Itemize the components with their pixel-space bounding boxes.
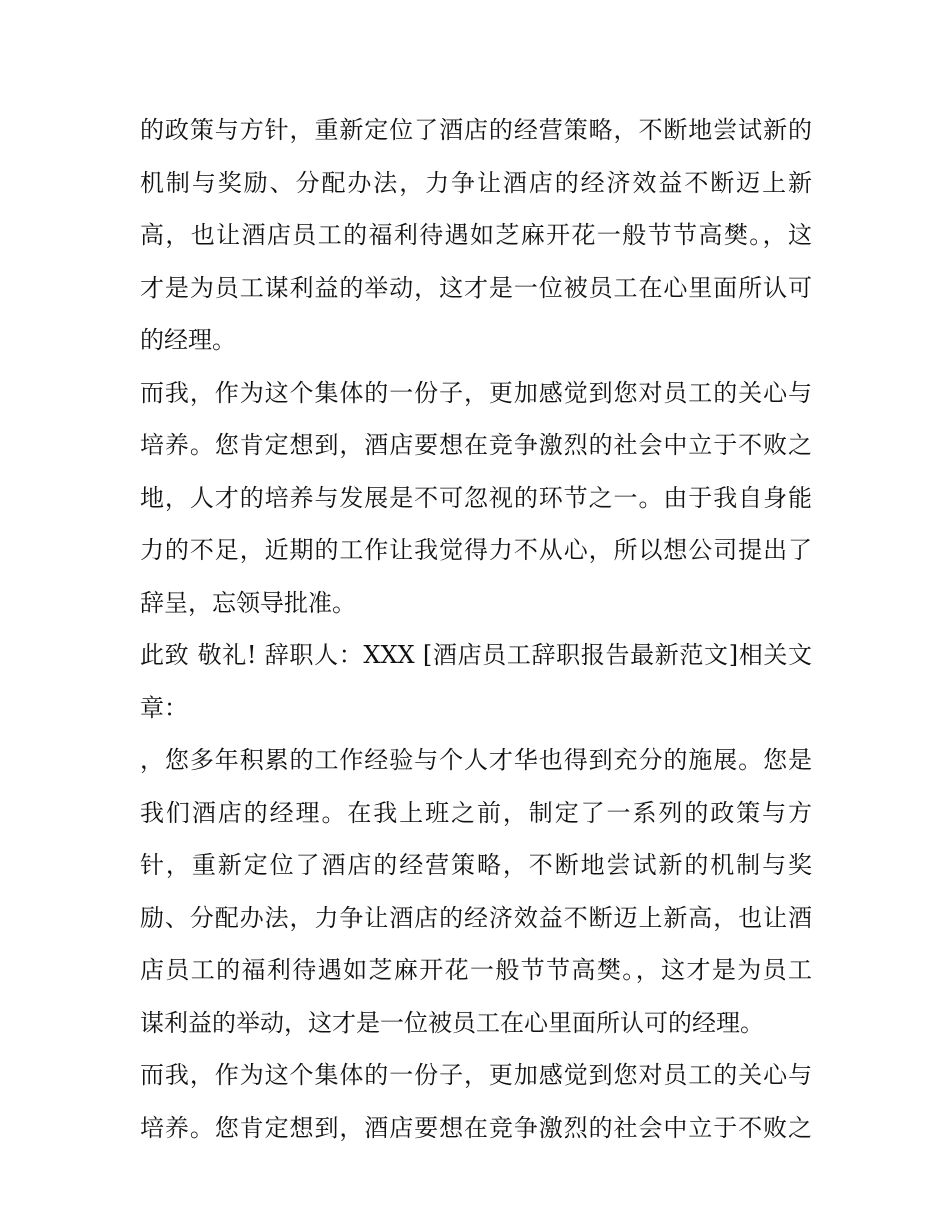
- text-line: 培养。您肯定想到，酒店要想在竞争激烈的社会中立于不败之: [140, 1113, 812, 1142]
- text-line: 励、分配办法，力争让酒店的经济效益不断迈上新高，也让酒: [140, 903, 812, 932]
- text-line: 才是为员工谋利益的举动，这才是一位被员工在心里面所认可: [140, 273, 812, 302]
- text-line: 的政策与方针，重新定位了酒店的经营策略，不断地尝试新的: [140, 116, 812, 144]
- text-line: 辞呈，忘领导批准。: [140, 588, 356, 617]
- text-line: 的经理。: [140, 326, 236, 354]
- text-line: 我们酒店的经理。在我上班之前，制定了一系列的政策与方: [140, 798, 812, 827]
- text-line: 培养。您肯定想到，酒店要想在竞争激烈的社会中立于不败之: [140, 431, 812, 459]
- text-line: ，您多年积累的工作经验与个人才华也得到充分的施展。您是: [140, 746, 812, 774]
- text-line: 而我，作为这个集体的一份子，更加感觉到您对员工的关心与: [140, 378, 812, 407]
- document-body: [140, 104, 812, 1154]
- text-line: 店员工的福利待遇如芝麻开花一般节节高樊。，这才是为员工: [140, 956, 812, 984]
- text-line: 谋利益的举动，这才是一位被员工在心里面所认可的经理。: [140, 1008, 764, 1037]
- text-line: 针，重新定位了酒店的经营策略，不断地尝试新的机制与奖: [140, 851, 812, 879]
- text-line: 力的不足，近期的工作让我觉得力不从心，所以想公司提出了: [140, 536, 812, 564]
- text-line: 而我，作为这个集体的一份子，更加感觉到您对员工的关心与: [140, 1061, 812, 1089]
- text-line: 高，也让酒店员工的福利待遇如芝麻开花一般节节高樊。，这: [140, 221, 812, 249]
- text-line: 地，人才的培养与发展是不可忽视的环节之一。由于我自身能: [140, 483, 812, 512]
- text-line: 章：: [140, 693, 188, 722]
- text-line: 机制与奖励、分配办法，力争让酒店的经济效益不断迈上新: [140, 168, 812, 197]
- text-line: 此致 敬礼! 辞职人：XXX [酒店员工辞职报告最新范文]相关文: [140, 641, 812, 669]
